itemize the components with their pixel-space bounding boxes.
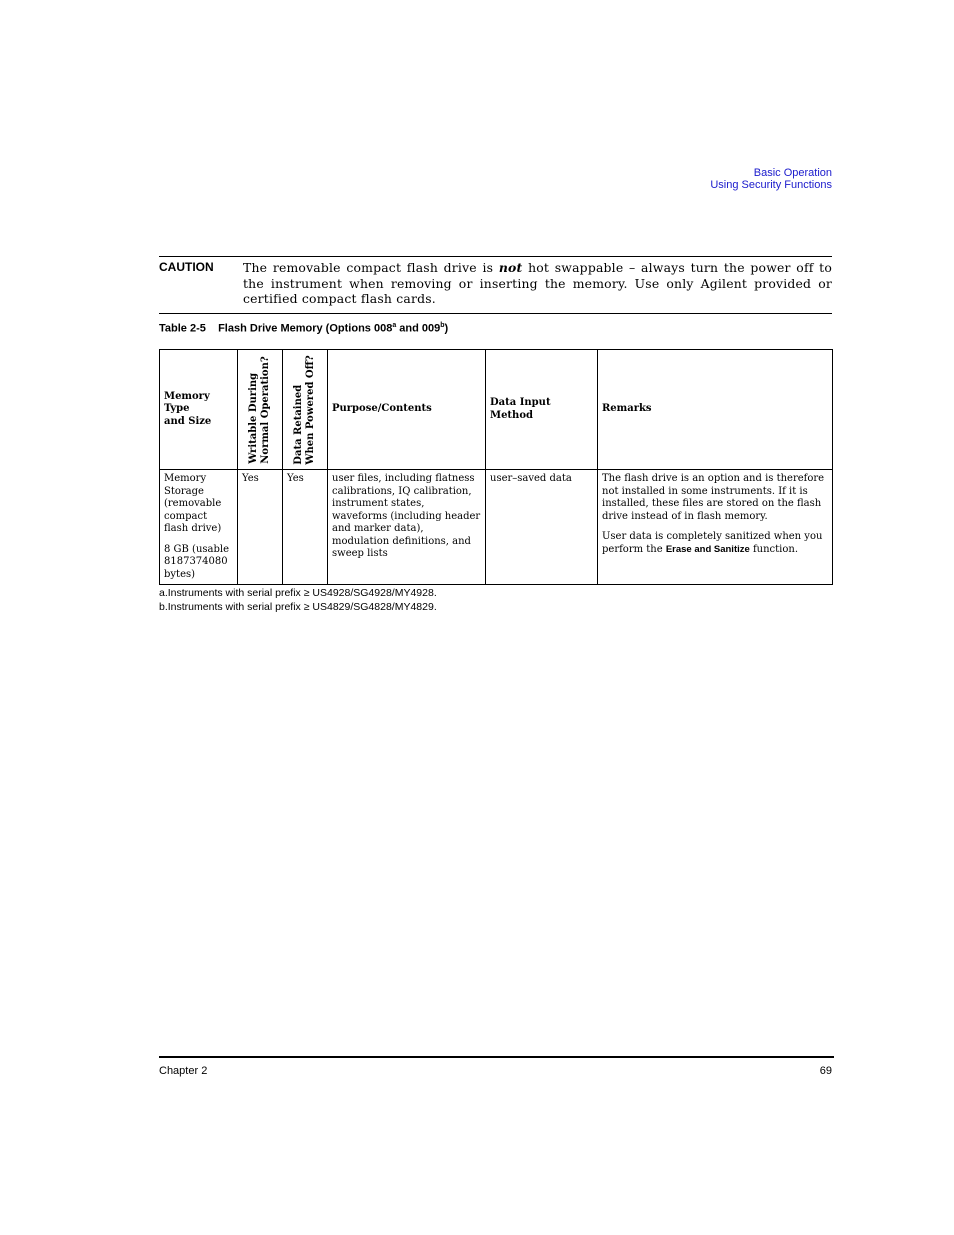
remarks-paragraph (602, 531, 828, 556)
flash-memory-table (159, 349, 833, 585)
caption-text: ) (444, 322, 449, 335)
footer-chapter: Chapter 2 (159, 1065, 208, 1077)
cell-input-method: user–saved data (486, 470, 598, 585)
caution-box (159, 256, 832, 314)
table-header-row (160, 350, 833, 470)
memory-size-text: 8 GB (usable 8187374080 bytes) (164, 543, 230, 580)
header-remarks: Remarks (598, 350, 833, 470)
remarks-text: User data is completely sanitized when you perform the (602, 531, 823, 555)
header-line: and Size (164, 415, 212, 427)
breadcrumb-security-functions-link[interactable]: Using Security Functions (710, 179, 832, 191)
header-line: When Powered Off? (305, 354, 316, 465)
caption-text: Table 2-5 Flash Drive Memory (Options 008 (159, 322, 393, 335)
header-line: Type (164, 403, 190, 415)
header-memory-type (160, 350, 238, 470)
footnote-ref-a: a (392, 322, 397, 329)
footer-rule (159, 1056, 834, 1058)
caution-emphasis: not (498, 260, 523, 275)
caution-text-part: The removable compact flash drive is (243, 260, 499, 275)
running-head (710, 167, 832, 191)
header-line: Data Retained (293, 384, 304, 465)
footnote-ref-b: b (440, 322, 445, 329)
header-line: Writable During (248, 372, 259, 464)
remarks-paragraph: The flash drive is an option and is therefore not installed in some instruments. If it is installed, these files are stored on the flash drive instead of in flash memory. (602, 473, 825, 522)
cell-remarks (598, 470, 833, 585)
header-retained (283, 350, 328, 470)
cell-writable: Yes (238, 470, 283, 585)
header-line: Memory (164, 390, 210, 402)
table-row (160, 470, 833, 585)
header-purpose: Purpose/Contents (328, 350, 486, 470)
memory-type-text: Memory Storage (removable compact flash drive) (164, 473, 222, 534)
table-caption (159, 322, 448, 335)
caution-label: CAUTION (159, 260, 214, 274)
cell-memory-type (160, 470, 238, 585)
footnote-b: b.Instruments with serial prefix ≥ US4829/SG4828/MY4829. (159, 601, 437, 613)
caption-text: and 009 (396, 322, 441, 335)
remarks-text: function. (749, 543, 798, 555)
cell-retained: Yes (283, 470, 328, 585)
cell-purpose: user files, including flatness calibrations, IQ calibration, instrument states, waveforms (including header and marker data), modulation definitions, and sweep lists (328, 470, 486, 585)
header-writable (238, 350, 283, 470)
footer-page-number: 69 (819, 1065, 832, 1077)
erase-sanitize-key: Erase and Sanitize (665, 543, 750, 555)
header-input-method: Data Input Method (486, 350, 598, 470)
breadcrumb-basic-operation-link[interactable]: Basic Operation (753, 167, 832, 179)
header-line: Normal Operation? (260, 355, 271, 464)
caution-text-part: hot swappable – always turn the power off to the instrument when removing or inserting the memory. Use only Agilent provided or certified compact flash cards. (243, 260, 832, 306)
footnote-a: a.Instruments with serial prefix ≥ US4928/SG4928/MY4928. (159, 587, 437, 599)
caution-text (243, 260, 832, 307)
table-footnotes (159, 586, 437, 614)
